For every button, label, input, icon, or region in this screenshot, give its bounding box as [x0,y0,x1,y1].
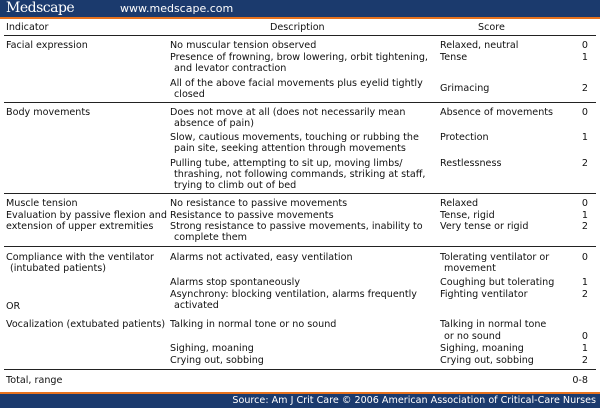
description: Sighing, moaning [170,343,254,354]
description: All of the above facial movements plus eyelid tightly [170,78,423,89]
col-indicator: Indicator [6,22,49,33]
description: Talking in normal tone or no sound [170,319,337,330]
indicator-ventilator: Compliance with the ventilator [6,252,154,263]
score-value: 2 [581,289,588,300]
description: Slow, cautious movements, touching or rubbing the [170,132,419,143]
or-label: OR [6,301,21,312]
divider [4,246,596,247]
score-label: Protection [440,132,489,143]
score-value: 1 [581,277,588,288]
score-label: Fighting ventilator [440,289,528,300]
indicator-muscle-sub: Evaluation by passive flexion and [6,210,167,221]
score-value: 0 [581,252,588,263]
description: absence of pain) [174,118,254,129]
score-value: 1 [581,210,588,221]
site-url: www.medscape.com [120,2,234,15]
description: No resistance to passive movements [170,198,348,209]
indicator-ventilator-sub: (intubated patients) [10,263,106,274]
score-label: or no sound [444,331,501,342]
score-label: Tense [440,52,468,63]
score-label: Tolerating ventilator or [440,252,550,263]
description: Pulling tube, attempting to sit up, moving limbs/ [170,158,403,169]
score-label: Grimacing [440,83,490,94]
score-value: 2 [581,221,588,232]
description: complete them [174,232,247,243]
score-label: Crying out, sobbing [440,355,534,366]
total-value: 0-8 [572,375,588,386]
description: Presence of frowning, brow lowering, orbit tightening, [170,52,428,63]
score-label: Relaxed [440,198,479,209]
col-description: Description [270,22,325,33]
description: closed [174,89,205,100]
divider [4,369,596,370]
description: Strong resistance to passive movements, inability to [170,221,423,232]
indicator-body: Body movements [6,107,91,118]
description: Alarms stop spontaneously [170,277,300,288]
divider [4,102,596,103]
header-bar [0,0,600,19]
score-label: Tense, rigid [440,210,495,221]
total-label: Total, range [6,375,63,386]
description: activated [174,300,219,311]
description: thrashing, not following commands, striking at staff, [174,169,426,180]
description: trying to climb out of bed [174,180,297,191]
score-value: 1 [581,52,588,63]
score-value: 0 [581,107,588,118]
score-value: 0 [581,40,588,51]
description: pain site, seeking attention through movements [174,143,406,154]
score-value: 1 [581,132,588,143]
description: Resistance to passive movements [170,210,334,221]
indicator-facial: Facial expression [6,40,88,51]
score-label: Relaxed, neutral [440,40,519,51]
medscape-logo: Medscape [6,0,75,16]
description: and levator contraction [174,63,287,74]
score-label: Sighing, moaning [440,343,524,354]
score-value: 2 [581,158,588,169]
score-value: 0 [581,331,588,342]
description: No muscular tension observed [170,40,317,51]
indicator-muscle-sub: extension of upper extremities [6,221,154,232]
score-value: 2 [581,83,588,94]
score-label: Absence of movements [440,107,554,118]
score-value: 2 [581,355,588,366]
col-score: Score [478,22,505,33]
description: Asynchrony: blocking ventilation, alarms frequently [170,289,417,300]
footer-bar [0,392,600,408]
score-label: Restlessness [440,158,502,169]
indicator-vocalization: Vocalization (extubated patients) [6,319,166,330]
score-label: Talking in normal tone [440,319,547,330]
score-value: 1 [581,343,588,354]
description: Alarms not activated, easy ventilation [170,252,353,263]
score-value: 0 [581,198,588,209]
indicator-muscle: Muscle tension [6,198,78,209]
description: Does not move at all (does not necessarily mean [170,107,406,118]
source-credit: Source: Am J Crit Care © 2006 American Association of Critical-Care Nurses [232,395,596,406]
divider [4,35,596,36]
divider [4,193,596,194]
description: Crying out, sobbing [170,355,264,366]
score-label: Very tense or rigid [440,221,529,232]
score-label: movement [444,263,496,274]
score-label: Coughing but tolerating [440,277,555,288]
